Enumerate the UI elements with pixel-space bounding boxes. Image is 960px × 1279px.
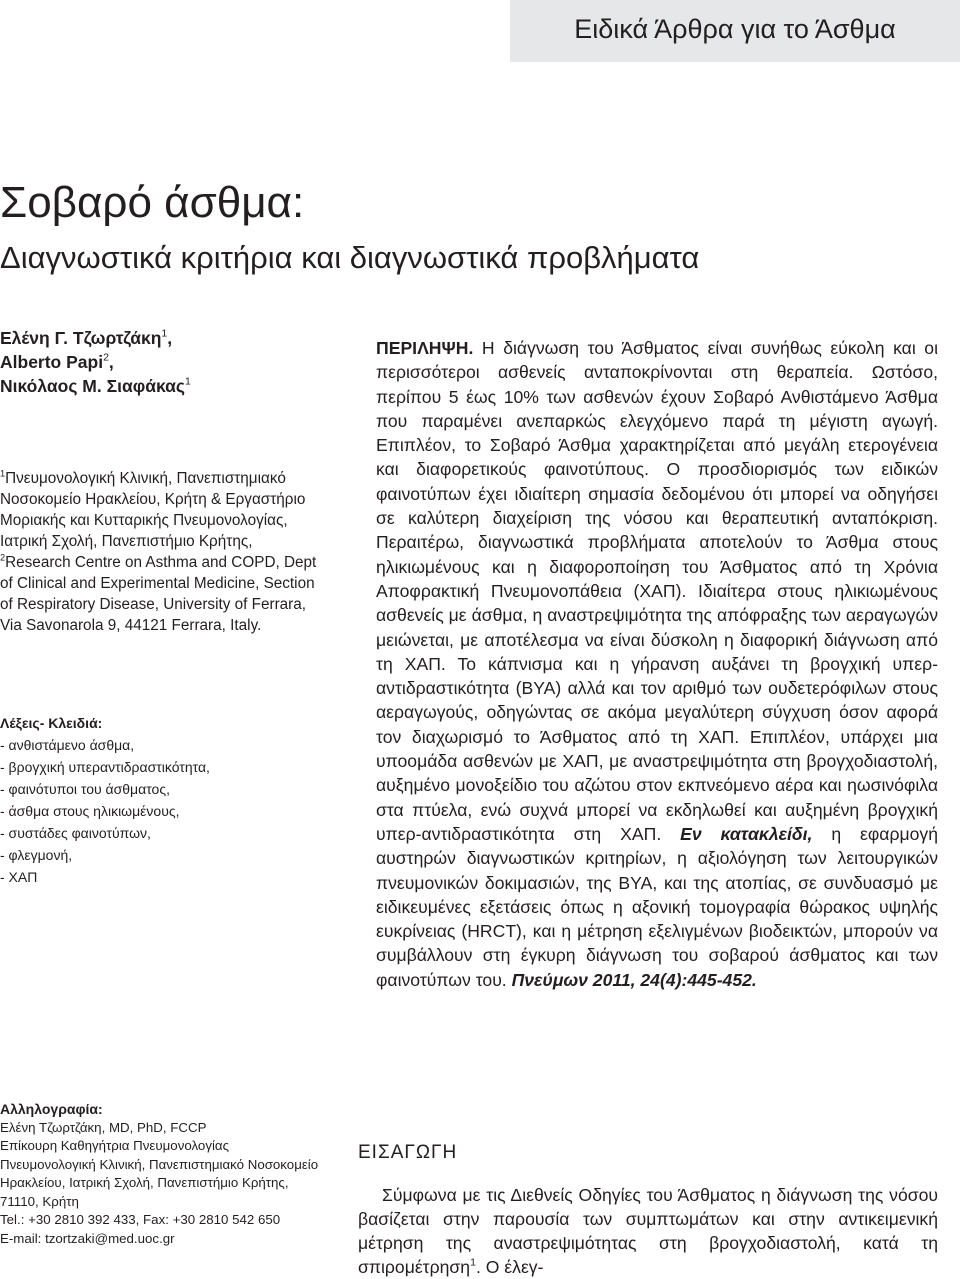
section-header — [510, 0, 960, 62]
keyword-item: - ΧΑΠ — [0, 869, 38, 885]
affiliation-line: Μοριακής και Κυτταρικής Πνευμονολογίας, — [0, 512, 288, 529]
journal-citation: Πνεύμων 2011, 24(4):445-452. — [511, 969, 757, 990]
affiliation-line: of Clinical and Experimental Medicine, Section — [0, 575, 315, 592]
correspondence-line: Ελένη Τζωρτζάκη, MD, PhD, FCCP — [0, 1119, 207, 1135]
abstract — [376, 336, 938, 992]
correspondence-title: Αλληλογραφία: — [0, 1101, 103, 1117]
keyword-item: - φαινότυποι του άσθματος, — [0, 781, 170, 797]
abstract-emphasis: Εν κατακλείδι, — [680, 823, 813, 844]
introduction-paragraph: Σύμφωνα με τις Διεθνείς Οδηγίες του Άσθματος η διάγνωση της νόσου βασίζεται στην παρουσία των συμπτωμάτων και στην αντικειμενική μέτρηση της αναστρεψιμότητας στη βρογχοδιαστολή, κατά τη σπιρομέτρηση$^1$. Ο έλεγ- — [358, 1185, 938, 1277]
keyword-item: - βρογχική υπεραντιδραστικότητα, — [0, 759, 210, 775]
correspondence-email[interactable]: E-mail: tzortzaki@med.uoc.gr — [0, 1230, 175, 1246]
article-title: Σοβαρό άσθμα: — [0, 178, 305, 227]
author: Ελένη Γ. Τζωρτζάκη$^1$, — [0, 327, 173, 348]
keywords-block — [0, 712, 210, 888]
abstract-lead: ΠΕΡΙΛΗΨΗ. — [376, 338, 474, 358]
correspondence-line: Πνευμονολογική Κλινική, Πανεπιστημιακό Νοσοκομείο — [0, 1156, 319, 1172]
affiliation-line: $^1$Πνευμονολογική Κλινική, Πανεπιστημιακό — [0, 468, 286, 487]
correspondence-line: 71110, Κρήτη — [0, 1193, 79, 1209]
affiliation-line: $^2$Research Centre on Asthma and COPD, Dept — [0, 552, 317, 571]
keyword-item: - συστάδες φαινοτύπων, — [0, 825, 151, 841]
keywords-title: Λέξεις- Κλειδιά: — [0, 715, 103, 731]
affiliation-line: Νοσοκομείο Ηρακλείου, Κρήτη & Εργαστήριο — [0, 491, 306, 508]
keyword-item: - ανθιστάμενο άσθμα, — [0, 737, 135, 753]
section-title: Ειδικά Άρθρα για το Άσθμα — [574, 14, 896, 44]
affiliation-line: of Respiratory Disease, University of Ferrara, — [0, 596, 307, 613]
author: Νικόλαος Μ. Σιαφάκας$^1$ — [0, 375, 191, 396]
article-subtitle: Διαγνωστικά κριτήρια και διαγνωστικά προβλήματα — [0, 240, 700, 275]
correspondence-line: Tel.: +30 2810 392 433, Fax: +30 2810 542 650 — [0, 1212, 281, 1227]
keyword-item: - φλεγμονή, — [0, 847, 73, 863]
correspondence-line: Ηρακλείου, Ιατρική Σχολή, Πανεπιστήμιο Κρήτης, — [0, 1175, 289, 1190]
introduction-heading: ΕΙΣΑΓΩΓΗ — [358, 1142, 458, 1163]
abstract-paragraph: ΠΕΡΙΛΗΨΗ. Η διάγνωση του Άσθματος είναι συνήθως εύκολη και οι περισσότεροι ασθενείς ανταποκρίνονται στη θεραπεία. Ωστόσο, περίπου 5 έως 10% των ασθενών έχουν Σοβαρό Ανθιστάμενο Άσθμα που παραμένει ανεπαρκώς ελεγχόμενο παρά τη μέγιστη αγωγή. Επιπλέον, το Σοβαρό Άσθμα χαρακτηρίζεται από μεγάλη ετερογένεια και διαφορετικούς φαινοτύπους. Ο προσδιορισμός των ειδικών φαινοτύπων έχει ιδιαίτερη σημασία δεδομένου ότι μπορεί να οδηγήσει σε καλύτερη διαχείριση της νόσου και θεραπευτική ανταπόκριση. Περαιτέρω, διαγνωστικά προβλήματα αποτελούν το Άσθμα στους ηλικιωμένους και η διαφοροποίηση του Άσθματος από τη Χρόνια Αποφρακτική Πνευμονοπάθεια (ΧΑΠ). Ιδιαίτερα στους ηλικιωμένους ασθενείς με άσθμα, η αναστρεψιμότητα της απόφραξης των αεραγωγών μειώνεται, με αποτέλεσμα να είναι δύσκολη η διαφορική διάγνωση από τη ΧΑΠ. Το κάπνισμα και η γήρανση αυξάνει τη βρογχική υπερ-αντιδραστικότητα (ΒΥΑ) αλλά και τον αριθμό των ουδετερόφιλων στους αεραγωγούς, οδηγώντας σε ακόμα μεγαλύτερη σύγχυση όσον αφορά τον διαχωρισμό το Άσθματος από τη ΧΑΠ. Επιπλέον, υπάρχει μια υποομάδα ασθενών με ΧΑΠ, με αναστρεψιμότητα στη βρογχοδιαστολή, αυξημένο μονοξείδιο του αζώτου στον εκπνεόμενο αέρα και ηωσινόφιλα στα πτύελα, ενώ συχνά μπορεί να εκδηλωθεί και αυξημένη βρογχική υπερ-αντιδραστικότητα στη ΧΑΠ. Εν κατακλείδι, η εφαρμογή αυστηρών διαγνωστικών κριτηρίων, η αξιολόγηση των λειτουργικών πνευμονικών δοκιμασιών, της ΒΥΑ, και της ατοπίας, σε συνδυασμό με ειδικευμένες εξετάσεις όπως η αξονική τομογραφία θώρακος υψηλής ευκρίνειας (HRCT), και η μέτρηση εξελιγμένων βιοδεικτών, μπορούν να συμβάλλουν στη έγκυρη διάγνωση του σοβαρού άσθματος και των φαινοτύπων του. Πνεύμων 2011, 24(4):445-452. — [376, 338, 938, 990]
introduction-body — [358, 1183, 938, 1279]
affiliation-line: Via Savonarola 9, 44121 Ferrara, Italy. — [0, 617, 262, 634]
affiliation-line: Ιατρική Σχολή, Πανεπιστήμιο Κρήτης, — [0, 533, 253, 550]
keyword-item: - άσθμα στους ηλικιωμένους, — [0, 803, 180, 819]
correspondence-line: Επίκουρη Καθηγήτρια Πνευμονολογίας — [0, 1138, 230, 1153]
author: Alberto Papi$^2$, — [0, 351, 114, 372]
affiliations — [0, 468, 340, 636]
author-list — [0, 326, 191, 398]
correspondence-block — [0, 1100, 318, 1248]
